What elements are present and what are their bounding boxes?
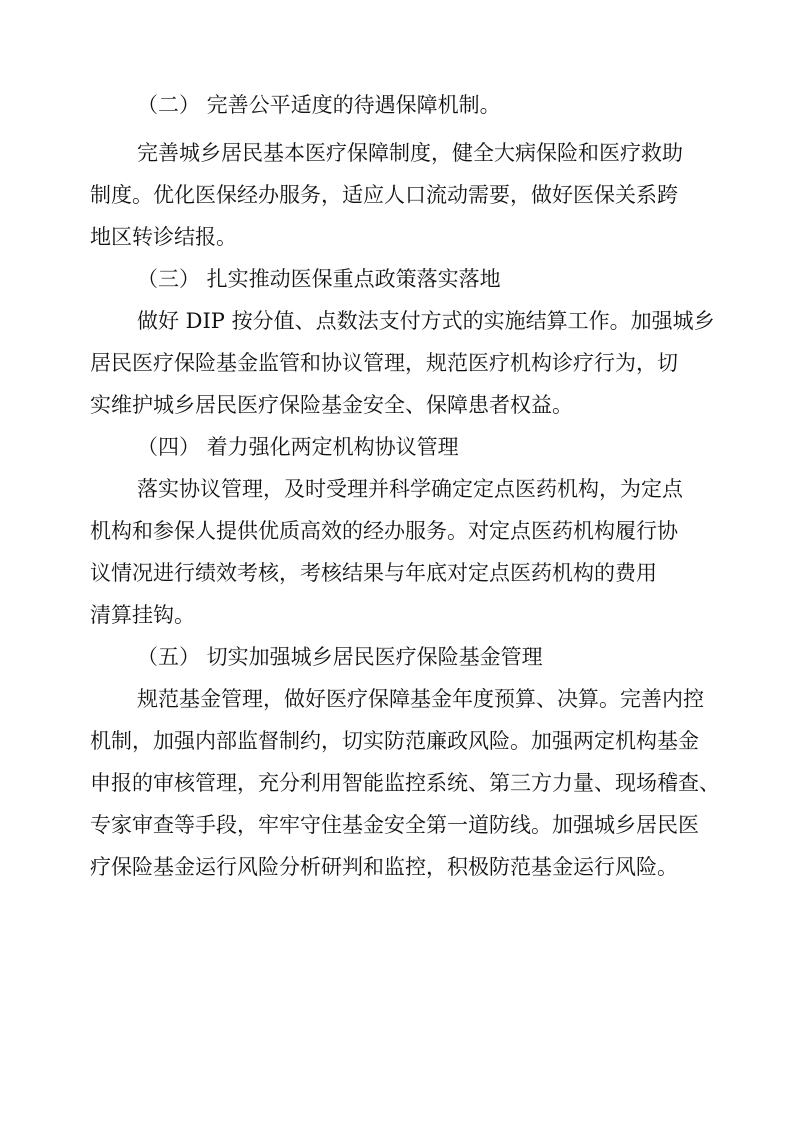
section-heading: （四） 着力强化两定机构协议管理 [137, 435, 459, 459]
section-heading: （三） 扎实推动医保重点政策落实落地 [137, 267, 501, 291]
paragraph-line: 专家审查等手段，牢牢守住基金安全第一道防线。加强城乡居民医 [90, 813, 699, 837]
section-heading: （五） 切实加强城乡居民医疗保险基金管理 [137, 645, 543, 669]
paragraph-line: 议情况进行绩效考核，考核结果与年底对定点医药机构的费用 [90, 561, 657, 585]
paragraph-line: 地区转诊结报。 [90, 225, 237, 249]
paragraph-line: 完善城乡居民基本医疗保障制度，健全大病保险和医疗救助 [137, 141, 683, 165]
paragraph-line: 机构和参保人提供优质高效的经办服务。对定点医药机构履行协 [90, 519, 678, 543]
paragraph-line: 制度。优化医保经办服务，适应人口流动需要，做好医保关系跨 [90, 183, 678, 207]
paragraph-line: 疗保险基金运行风险分析研判和监控，积极防范基金运行风险。 [90, 855, 678, 879]
paragraph-line: 规范基金管理，做好医疗保障基金年度预算、决算。完善内控 [137, 687, 704, 711]
section-heading: （二） 完善公平适度的待遇保障机制。 [137, 93, 501, 117]
paragraph-line: 实维护城乡居民医疗保险基金安全、保障患者权益。 [90, 393, 573, 417]
paragraph-line: 机制，加强内部监督制约，切实防范廉政风险。加强两定机构基金 [90, 729, 699, 753]
paragraph-line: 清算挂钩。 [90, 603, 195, 627]
paragraph-line: 居民医疗保险基金监管和协议管理，规范医疗机构诊疗行为，切 [90, 351, 678, 375]
paragraph-line: 申报的审核管理，充分利用智能监控系统、第三方力量、现场稽查、 [90, 771, 720, 795]
paragraph-line: 做好 DIP 按分值、点数法支付方式的实施结算工作。加强城乡 [137, 309, 715, 333]
paragraph-line: 落实协议管理，及时受理并科学确定定点医药机构，为定点 [137, 477, 683, 501]
